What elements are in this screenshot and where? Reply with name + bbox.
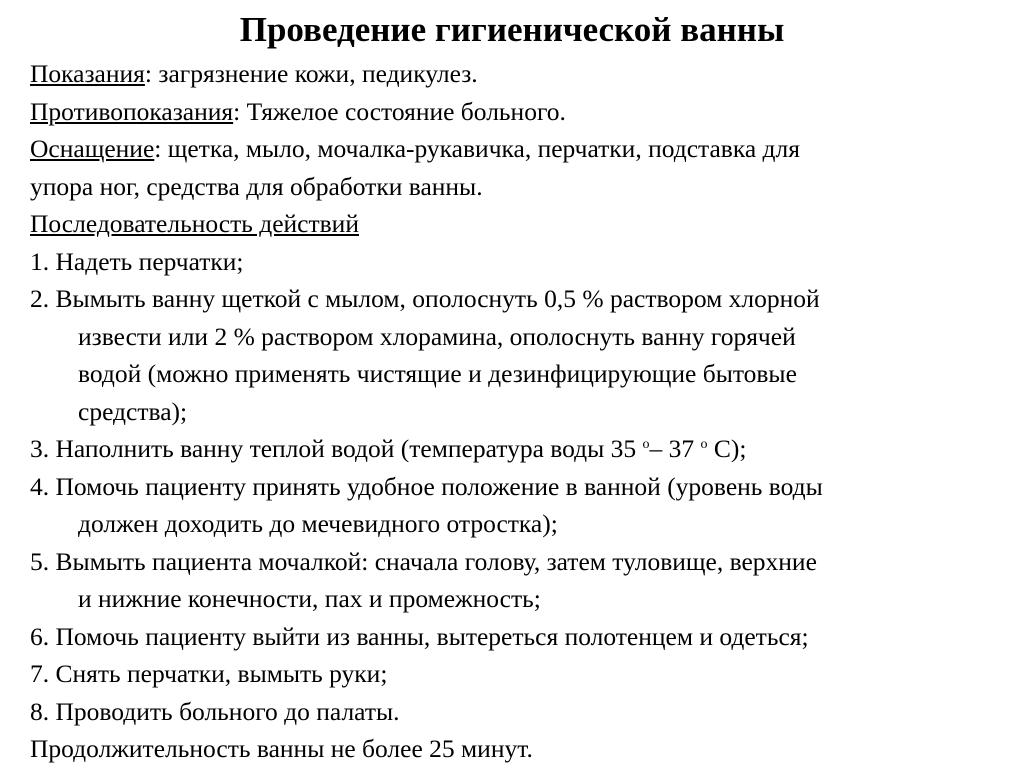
step-2-line-3: водой (можно применять чистящие и дезинфицирующие бытовые xyxy=(78,359,797,388)
page-title: Проведение гигиенической ванны xyxy=(239,10,785,49)
step-8: 8. Проводить больного до палаты. xyxy=(30,696,400,726)
step-5-line-1: 5. Вымыть пациента мочалкой: сначала голову, затем туловище, верхние xyxy=(30,546,817,576)
step-4 xyxy=(30,468,1010,543)
slide-content xyxy=(30,55,1010,768)
degree-mark: о xyxy=(642,437,650,452)
step-7: 7. Снять перчатки, вымыть руки; xyxy=(30,659,388,688)
step-2 xyxy=(30,280,1010,430)
step-3-text-c: С); xyxy=(707,434,747,463)
step-4-line-1: 4. Помочь пациенту принять удобное положение в ванной (уровень воды xyxy=(30,471,823,501)
equipment-line-continued: упора ног, средства для обработки ванны. xyxy=(30,171,483,201)
step-2-line-2: извести или 2 % раствором хлорамина, ополоснуть ванну горячей xyxy=(78,321,796,351)
step-3-text-a: 3. Наполнить ванну теплой водой (температура воды 35 xyxy=(30,434,643,463)
step-5-line-2: и нижние конечности, пах и промежность; xyxy=(78,584,541,613)
equipment-text: : щетка, мыло, мочалка-рукавичка, перчатки, подставка для xyxy=(154,134,800,163)
equipment-line xyxy=(30,130,1010,168)
sequence-heading: Последовательность действий xyxy=(30,209,359,238)
degree-mark: о xyxy=(700,437,708,452)
contraindications-label: Противопоказания xyxy=(30,96,234,126)
contraindications-line xyxy=(30,93,1010,131)
contraindications-text: : Тяжелое состояние больного. xyxy=(233,96,566,126)
step-2-line-4: средства); xyxy=(78,396,188,426)
step-6: 6. Помочь пациенту выйти из ванны, вытереться полотенцем и одеться; xyxy=(30,621,809,651)
indications-line xyxy=(30,55,1010,93)
step-5 xyxy=(30,543,1010,618)
indications-text: : загрязнение кожи, педикулез. xyxy=(144,59,478,88)
step-2-line-1: 2. Вымыть ванну щеткой с мылом, ополоснуть 0,5 % раствором хлорной xyxy=(30,284,820,313)
step-4-line-2: должен доходить до мечевидного отростка); xyxy=(78,509,558,538)
step-3 xyxy=(30,430,1010,468)
equipment-label: Оснащение xyxy=(30,134,155,163)
step-3-text-b: – 37 xyxy=(649,434,701,463)
indications-label: Показания xyxy=(30,59,145,88)
step-1: 1. Надеть перчатки; xyxy=(30,246,244,276)
duration-note: Продолжительность ванны не более 25 минут. xyxy=(30,734,533,763)
